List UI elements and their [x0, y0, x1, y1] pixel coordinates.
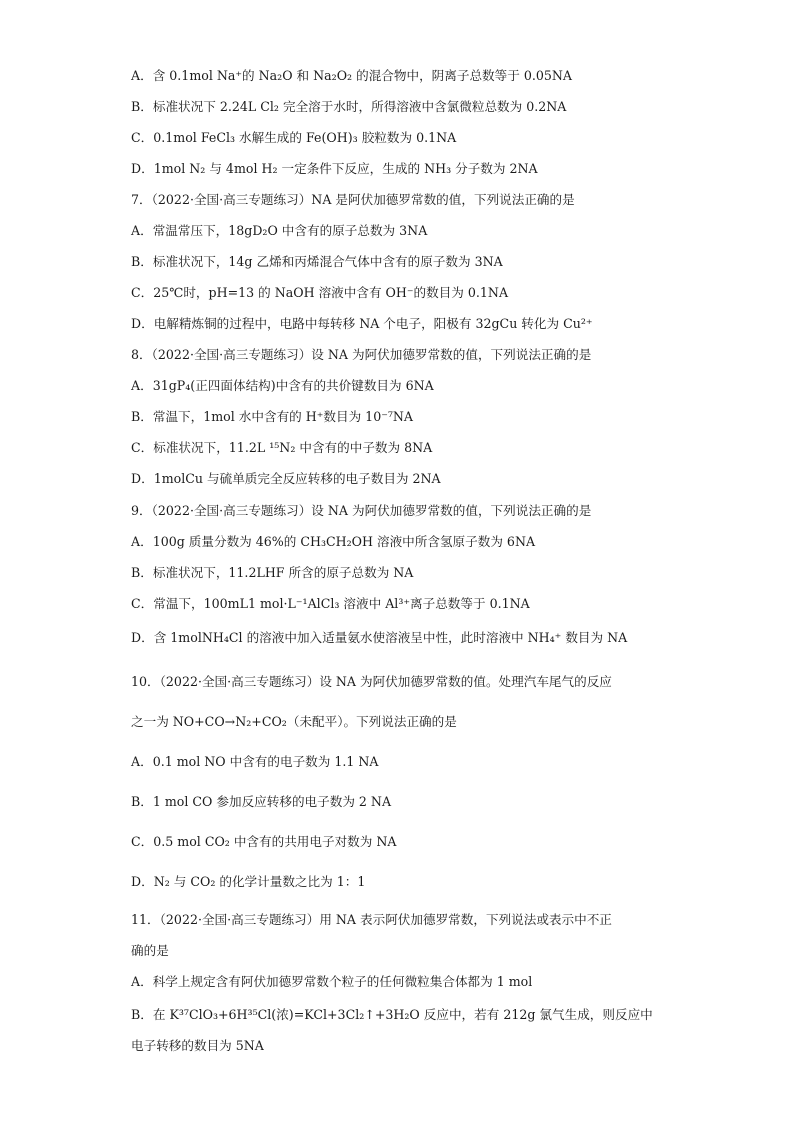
- option-d-q6: D．1mol N₂ 与 4mol H₂ 一定条件下反应，生成的 NH₃ 分子数为 2NA: [131, 161, 538, 176]
- question-8-stem: 8．（2022·全国·高三专题练习）设 NA 为阿伏加德罗常数的值，下列说法正确的是: [131, 347, 592, 362]
- option-a-q7: A．常温常压下，18gD₂O 中含有的原子总数为 3NA: [131, 223, 428, 238]
- option-c-q10: C．0.5 mol CO₂ 中含有的共用电子对数为 NA: [131, 834, 397, 849]
- option-d-q9: D．含 1molNH₄Cl 的溶液中加入适量氨水使溶液呈中性，此时溶液中 NH₄⁺ 数目为 NA: [131, 630, 628, 645]
- option-b-q8: B．常温下，1mol 水中含有的 H⁺数目为 10⁻⁷NA: [131, 409, 414, 424]
- option-b-q6: B．标准状况下 2.24L Cl₂ 完全溶于水时，所得溶液中含氯微粒总数为 0.2NA: [131, 99, 567, 114]
- option-b-q11-line1: B．在 K³⁷ClO₃+6H³⁵Cl(浓)=KCl+3Cl₂↑+3H₂O 反应中，若有 212g 氯气生成，则反应中: [131, 1007, 653, 1022]
- question-10-stem-line2: 之一为 NO+CO→N₂+CO₂（未配平）。下列说法正确的是: [131, 714, 457, 729]
- question-7-stem: 7．（2022·全国·高三专题练习）NA 是阿伏加德罗常数的值，下列说法正确的是: [131, 192, 575, 207]
- option-c-q6: C．0.1mol FeCl₃ 水解生成的 Fe(OH)₃ 胶粒数为 0.1NA: [131, 130, 457, 145]
- option-a-q8: A．31gP₄(正四面体结构)中含有的共价键数目为 6NA: [131, 378, 434, 393]
- question-9-stem: 9．（2022·全国·高三专题练习）设 NA 为阿伏加德罗常数的值，下列说法正确的是: [131, 503, 592, 518]
- option-b-q11-line2: 电子转移的数目为 5NA: [131, 1038, 264, 1053]
- option-d-q10: D．N₂ 与 CO₂ 的化学计量数之比为 1：1: [131, 874, 366, 889]
- option-b-q7: B．标准状况下，14g 乙烯和丙烯混合气体中含有的原子数为 3NA: [131, 254, 503, 269]
- option-b-q9: B．标准状况下，11.2LHF 所含的原子总数为 NA: [131, 565, 414, 580]
- option-d-q8: D．1molCu 与硫单质完全反应转移的电子数目为 2NA: [131, 471, 441, 486]
- option-a-q6: A．含 0.1mol Na⁺的 Na₂O 和 Na₂O₂ 的混合物中，阴离子总数等于 0.05NA: [131, 68, 572, 83]
- option-c-q9: C．常温下，100mL1 mol·L⁻¹AlCl₃ 溶液中 Al³⁺离子总数等于 0.1NA: [131, 596, 530, 611]
- option-a-q9: A．100g 质量分数为 46%的 CH₃CH₂OH 溶液中所含氢原子数为 6NA: [131, 534, 536, 549]
- question-11-stem-line1: 11．（2022·全国·高三专题练习）用 NA 表示阿伏加德罗常数，下列说法或表示中不正: [131, 912, 612, 927]
- question-11-stem-line2: 确的是: [131, 943, 169, 958]
- option-d-q7: D．电解精炼铜的过程中，电路中每转移 NA 个电子，阳极有 32gCu 转化为 Cu²⁺: [131, 316, 593, 331]
- option-a-q10: A．0.1 mol NO 中含有的电子数为 1.1 NA: [131, 754, 379, 769]
- option-c-q8: C．标准状况下，11.2L ¹⁵N₂ 中含有的中子数为 8NA: [131, 440, 433, 455]
- option-c-q7: C．25℃时，pH=13 的 NaOH 溶液中含有 OH⁻的数目为 0.1NA: [131, 285, 509, 300]
- option-b-q10: B．1 mol CO 参加反应转移的电子数为 2 NA: [131, 794, 392, 809]
- question-10-stem-line1: 10．（2022·全国·高三专题练习）设 NA 为阿伏加德罗常数的值。处理汽车尾气的反应: [131, 674, 612, 689]
- option-a-q11: A．科学上规定含有阿伏加德罗常数个粒子的任何微粒集合体都为 1 mol: [131, 974, 533, 989]
